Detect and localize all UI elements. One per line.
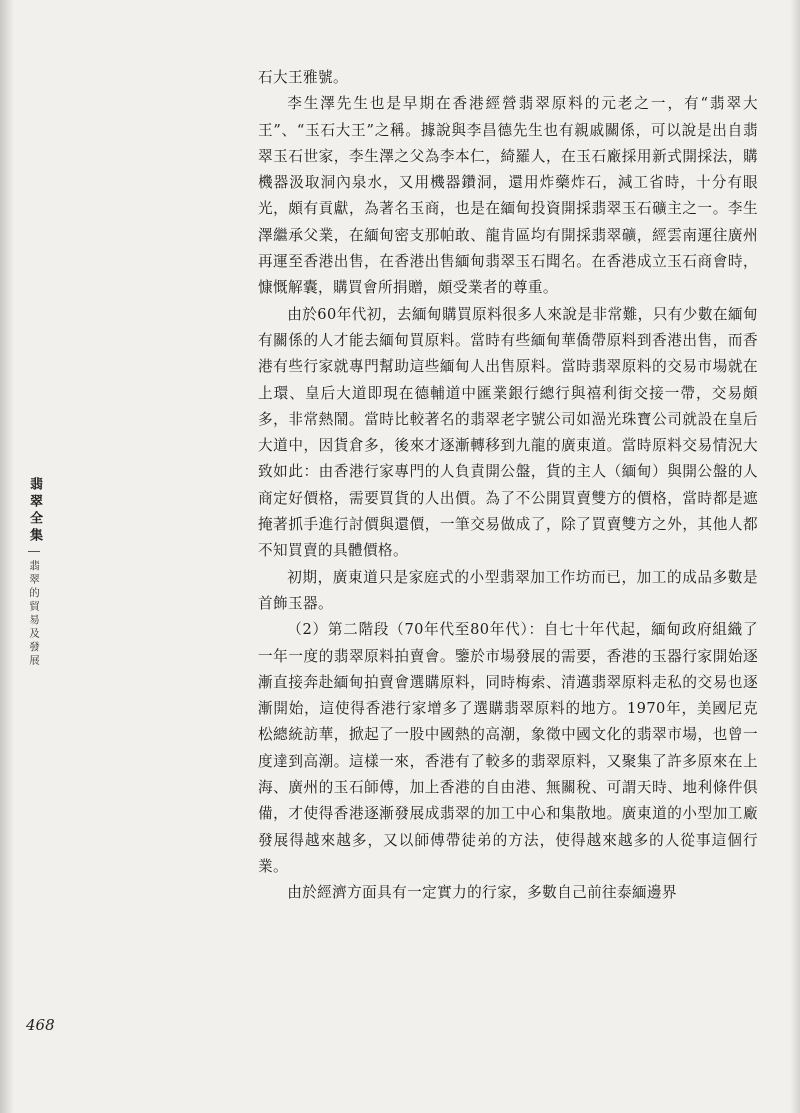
chapter-title: 翡翠的貿易及發展	[28, 560, 40, 668]
book-title: 翡翠全集	[27, 477, 42, 545]
page-gutter-shadow	[0, 0, 14, 1113]
paragraph-2: 李生澤先生也是早期在香港經營翡翠原料的元老之一，有“翡翠大王”、“玉石大王”之稱。據說與李昌德先生也有親戚關係，可以說是出自翡翠玉石世家，李生澤之父為李本仁，綺羅人，在玉石廠採用新式開採法，購機器汲取洞內泉水，又用機器鑽洞，還用炸藥炸石，減工省時，十分有眼光，頗有貢獻，為著名玉商，也是在緬甸投資開採翡翠玉石礦主之一。李生澤繼承父業，在緬甸密支那帕敢、龍肯區均有開採翡翠礦，經雲南運往廣州再運至香港出售，在香港出售緬甸翡翠玉石聞名。在香港成立玉石商會時，慷慨解囊，購買會所捐贈，頗受業者的尊重。	[258, 95, 758, 297]
paragraph-1: 石大王雅號。	[258, 69, 348, 86]
page-edge-shadow	[790, 0, 800, 1113]
paragraph-5: （2）第二階段（70年代至80年代）：自七十年代起，緬甸政府組織了一年一度的翡翠原料拍賣會。鑒於市場發展的需要，香港的玉器行家開始逐漸直接奔赴緬甸拍賣會選購原料，同時梅索、清邁翡翠原料走私的交易也逐漸開始，這使得香港行家增多了選購翡翠原料的地方。1970年，美國尼克松總統訪華，掀起了一股中國熱的高潮，象徵中國文化的翡翠市場，也曾一度達到高潮。這樣一來，香港有了較多的翡翠原料，又聚集了許多原來在上海、廣州的玉石師傅，加上香港的自由港、無關稅、可謂天時、地利條件俱備，才使得香港逐漸發展成翡翠的加工中心和集散地。廣東道的小型加工廠發展得越來越多，又以師傅帶徒弟的方法，使得越來越多的人從事這個行業。	[258, 621, 758, 875]
side-running-header	[26, 477, 42, 668]
paragraph-3: 由於60年代初，去緬甸購買原料很多人來說是非常難，只有少數在緬甸有關係的人才能去緬甸買原料。當時有些緬甸華僑帶原料到香港出售，而香港有些行家就專門幫助這些緬甸人出售原料。當時翡翠原料的交易市場就在上環、皇后大道即現在德輔道中匯業銀行總行與禧利街交接一帶，交易頗多，非常熱鬧。當時比較著名的翡翠老字號公司如澏光珠寶公司就設在皇后大道中，因貨倉多，後來才逐漸轉移到九龍的廣東道。當時原料交易情況大致如此：由香港行家專門的人負責開公盤，貨的主人（緬甸）與開公盤的人商定好價格，需要買貨的人出價。為了不公開買賣雙方的價格，當時都是遮掩著抓手進行討價與還價，一筆交易做成了，除了買賣雙方之外，其他人都不知買賣的具體價格。	[258, 305, 758, 560]
body-text	[258, 65, 758, 907]
header-divider	[28, 551, 40, 552]
page-number: 468	[26, 1016, 55, 1034]
paragraph-6: 由於經濟方面具有一定實力的行家，多數自己前往泰緬邊界	[287, 884, 678, 902]
paragraph-4: 初期，廣東道只是家庭式的小型翡翠加工作坊而已，加工的成品多數是首飾玉器。	[258, 568, 758, 612]
